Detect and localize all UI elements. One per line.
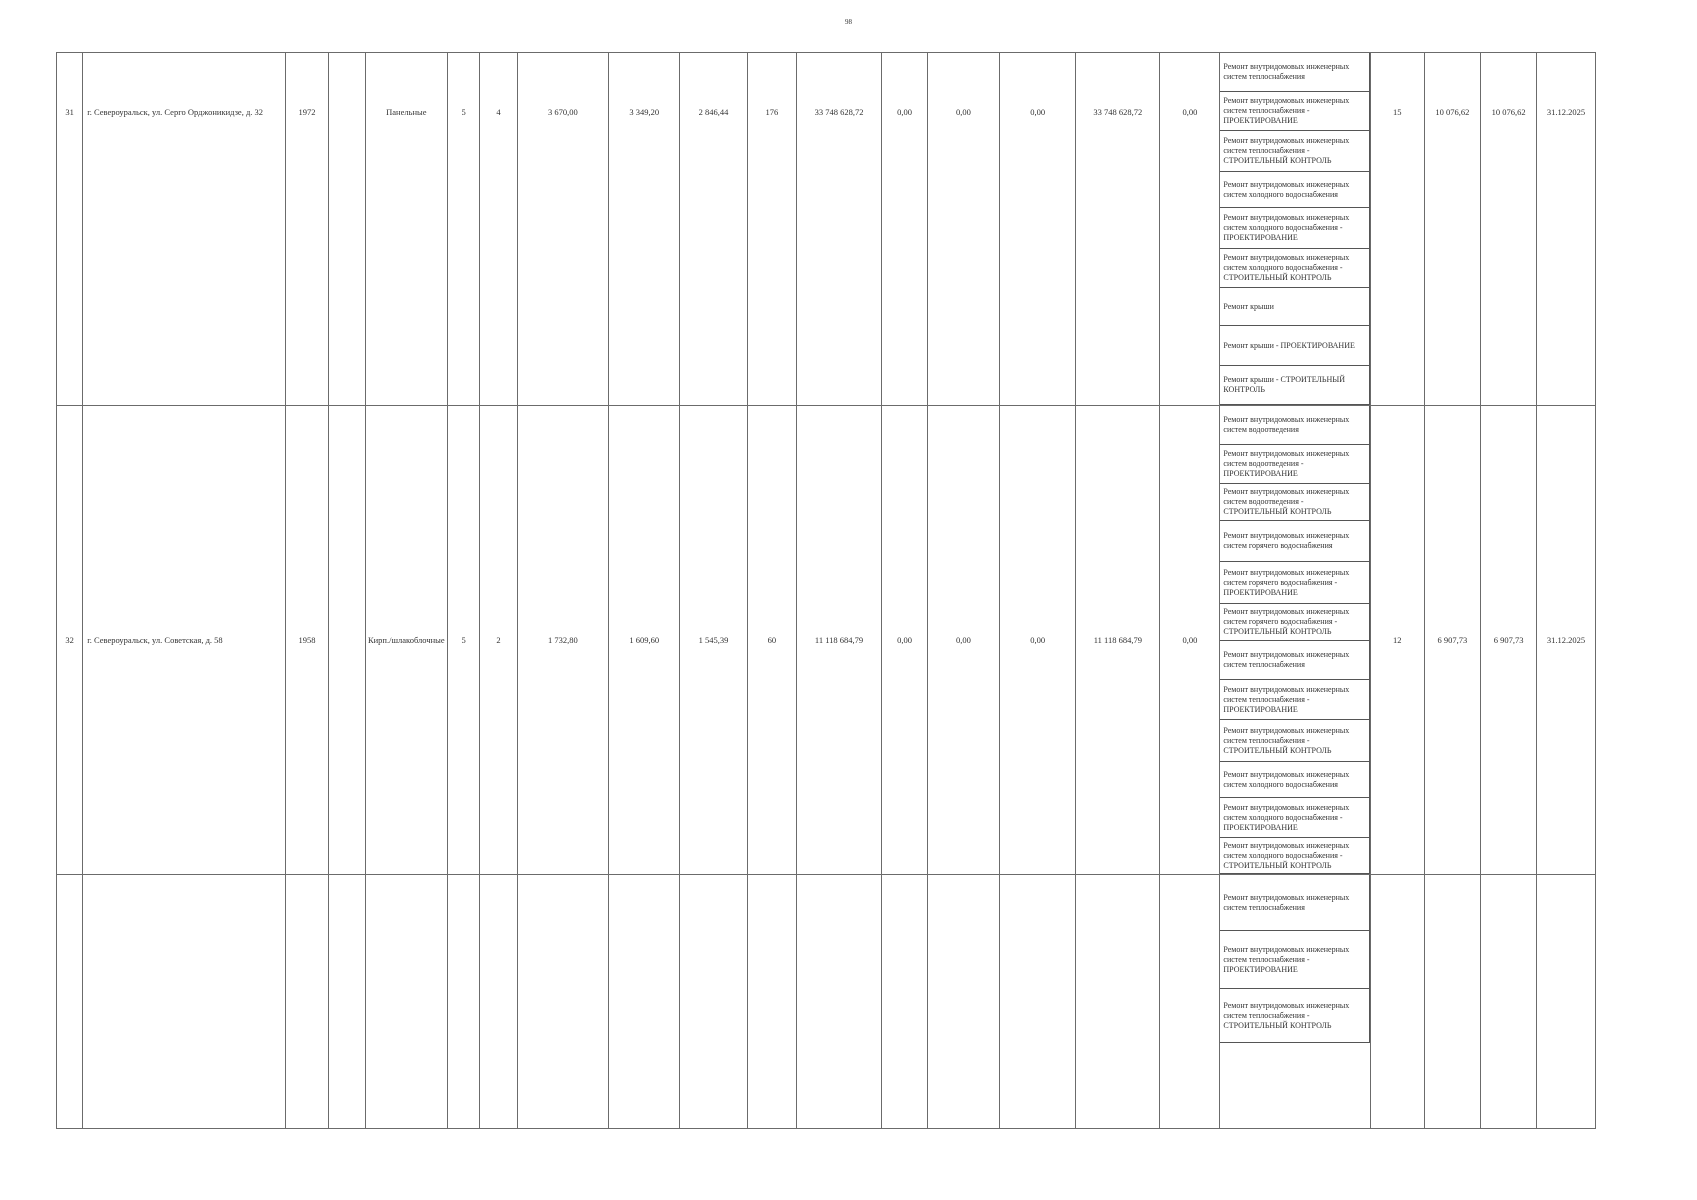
max-cost-cell: 6 907,73 bbox=[1481, 406, 1537, 875]
wall-material-cell: Панельные bbox=[365, 53, 447, 406]
work-item: Ремонт внутридомовых инженерных систем холодного водоснабжения bbox=[1220, 172, 1370, 208]
works-count-cell: 15 bbox=[1371, 53, 1424, 406]
work-item: Ремонт внутридомовых инженерных систем теплоснабжения - ПРОЕКТИРОВАНИЕ bbox=[1220, 931, 1370, 989]
work-item: Ремонт крыши - ПРОЕКТИРОВАНИЕ bbox=[1220, 326, 1370, 366]
deadline-cell bbox=[1536, 875, 1595, 1129]
deadline-cell: 31.12.2025 bbox=[1536, 406, 1595, 875]
fund-local-cell bbox=[999, 875, 1075, 1129]
unit-cost-cell: 10 076,62 bbox=[1424, 53, 1481, 406]
work-item: Ремонт внутридомовых инженерных систем теплоснабжения - ПРОЕКТИРОВАНИЕ bbox=[1220, 92, 1370, 131]
address-cell: г. Североуральск, ул. Серго Орджоникидзе, д. 32 bbox=[83, 53, 286, 406]
work-item: Ремонт внутридомовых инженерных систем теплоснабжения bbox=[1220, 53, 1370, 92]
works-list-cell bbox=[1220, 53, 1371, 406]
total-area-cell: 1 732,80 bbox=[517, 406, 609, 875]
work-item: Ремонт крыши - СТРОИТЕЛЬНЫЙ КОНТРОЛЬ bbox=[1220, 366, 1370, 405]
address-cell bbox=[83, 875, 286, 1129]
works-count-cell: 12 bbox=[1371, 406, 1424, 875]
year-cell: 1972 bbox=[286, 53, 329, 406]
row-number: 32 bbox=[57, 406, 83, 875]
work-item: Ремонт внутридомовых инженерных систем горячего водоснабжения - ПРОЕКТИРОВАНИЕ bbox=[1220, 562, 1370, 604]
total-cost-cell: 11 118 684,79 bbox=[796, 406, 881, 875]
residents-cell: 176 bbox=[747, 53, 796, 406]
fund-regional-cell: 0,00 bbox=[927, 406, 999, 875]
work-item: Ремонт внутридомовых инженерных систем холодного водоснабжения - ПРОЕКТИРОВАНИЕ bbox=[1220, 798, 1370, 838]
works-count-cell bbox=[1371, 875, 1424, 1129]
fund-other-cell: 0,00 bbox=[1160, 406, 1220, 875]
year-renovation-cell bbox=[328, 53, 365, 406]
max-cost-cell: 10 076,62 bbox=[1481, 53, 1537, 406]
row-number bbox=[57, 875, 83, 1129]
work-item: Ремонт внутридомовых инженерных систем горячего водоснабжения - СТРОИТЕЛЬНЫЙ КОНТРОЛЬ bbox=[1220, 604, 1370, 641]
row-number: 31 bbox=[57, 53, 83, 406]
work-item: Ремонт внутридомовых инженерных систем горячего водоснабжения bbox=[1220, 521, 1370, 562]
works-list-cell bbox=[1220, 406, 1371, 875]
residential-area-cell: 1 545,39 bbox=[680, 406, 748, 875]
fund-federal-cell: 0,00 bbox=[882, 53, 928, 406]
floors-cell bbox=[447, 875, 480, 1129]
unit-cost-cell: 6 907,73 bbox=[1424, 406, 1481, 875]
address-cell: г. Североуральск, ул. Советская, д. 58 bbox=[83, 406, 286, 875]
work-item: Ремонт внутридомовых инженерных систем теплоснабжения - СТРОИТЕЛЬНЫЙ КОНТРОЛЬ bbox=[1220, 131, 1370, 172]
fund-local-cell: 0,00 bbox=[999, 53, 1075, 406]
work-item: Ремонт внутридомовых инженерных систем холодного водоснабжения - ПРОЕКТИРОВАНИЕ bbox=[1220, 208, 1370, 249]
work-item: Ремонт внутридомовых инженерных систем теплоснабжения - СТРОИТЕЛЬНЫЙ КОНТРОЛЬ bbox=[1220, 720, 1370, 762]
fund-regional-cell bbox=[927, 875, 999, 1129]
page-number: 98 bbox=[845, 18, 852, 26]
year-renovation-cell bbox=[328, 875, 365, 1129]
fund-owners-cell bbox=[1076, 875, 1160, 1129]
residents-cell: 60 bbox=[747, 406, 796, 875]
unit-cost-cell bbox=[1424, 875, 1481, 1129]
table-row bbox=[57, 406, 1596, 875]
living-area-cell bbox=[609, 875, 680, 1129]
year-cell: 1958 bbox=[286, 406, 329, 875]
fund-federal-cell: 0,00 bbox=[882, 406, 928, 875]
residential-area-cell bbox=[680, 875, 748, 1129]
work-item: Ремонт внутридомовых инженерных систем холодного водоснабжения - СТРОИТЕЛЬНЫЙ КОНТРОЛЬ bbox=[1220, 838, 1370, 874]
residents-cell bbox=[747, 875, 796, 1129]
work-item: Ремонт внутридомовых инженерных систем теплоснабжения - ПРОЕКТИРОВАНИЕ bbox=[1220, 680, 1370, 720]
total-area-cell: 3 670,00 bbox=[517, 53, 609, 406]
floors-cell: 5 bbox=[447, 406, 480, 875]
entrances-cell: 4 bbox=[480, 53, 517, 406]
wall-material-cell bbox=[365, 875, 447, 1129]
capital-repair-table bbox=[56, 52, 1596, 1129]
work-item: Ремонт внутридомовых инженерных систем водоотведения - СТРОИТЕЛЬНЫЙ КОНТРОЛЬ bbox=[1220, 484, 1370, 521]
table-row bbox=[57, 53, 1596, 406]
floors-cell: 5 bbox=[447, 53, 480, 406]
max-cost-cell bbox=[1481, 875, 1537, 1129]
total-cost-cell: 33 748 628,72 bbox=[796, 53, 881, 406]
work-item: Ремонт внутридомовых инженерных систем водоотведения bbox=[1220, 406, 1370, 445]
work-item: Ремонт внутридомовых инженерных систем холодного водоснабжения bbox=[1220, 762, 1370, 798]
living-area-cell: 3 349,20 bbox=[609, 53, 680, 406]
total-area-cell bbox=[517, 875, 609, 1129]
work-item: Ремонт крыши bbox=[1220, 288, 1370, 326]
year-cell bbox=[286, 875, 329, 1129]
work-item: Ремонт внутридомовых инженерных систем холодного водоснабжения - СТРОИТЕЛЬНЫЙ КОНТРОЛЬ bbox=[1220, 249, 1370, 288]
residential-area-cell: 2 846,44 bbox=[680, 53, 748, 406]
fund-other-cell bbox=[1160, 875, 1220, 1129]
fund-local-cell: 0,00 bbox=[999, 406, 1075, 875]
total-cost-cell bbox=[796, 875, 881, 1129]
living-area-cell: 1 609,60 bbox=[609, 406, 680, 875]
wall-material-cell: Кирп./шлакоблочные bbox=[365, 406, 447, 875]
fund-federal-cell bbox=[882, 875, 928, 1129]
entrances-cell bbox=[480, 875, 517, 1129]
entrances-cell: 2 bbox=[480, 406, 517, 875]
work-item: Ремонт внутридомовых инженерных систем теплоснабжения bbox=[1220, 641, 1370, 680]
works-list-cell bbox=[1220, 875, 1371, 1129]
fund-owners-cell: 11 118 684,79 bbox=[1076, 406, 1160, 875]
fund-owners-cell: 33 748 628,72 bbox=[1076, 53, 1160, 406]
year-renovation-cell bbox=[328, 406, 365, 875]
deadline-cell: 31.12.2025 bbox=[1536, 53, 1595, 406]
work-item: Ремонт внутридомовых инженерных систем водоотведения - ПРОЕКТИРОВАНИЕ bbox=[1220, 445, 1370, 484]
table-row bbox=[57, 875, 1596, 1129]
fund-other-cell: 0,00 bbox=[1160, 53, 1220, 406]
work-item: Ремонт внутридомовых инженерных систем теплоснабжения bbox=[1220, 875, 1370, 931]
fund-regional-cell: 0,00 bbox=[927, 53, 999, 406]
work-item: Ремонт внутридомовых инженерных систем теплоснабжения - СТРОИТЕЛЬНЫЙ КОНТРОЛЬ bbox=[1220, 989, 1370, 1043]
